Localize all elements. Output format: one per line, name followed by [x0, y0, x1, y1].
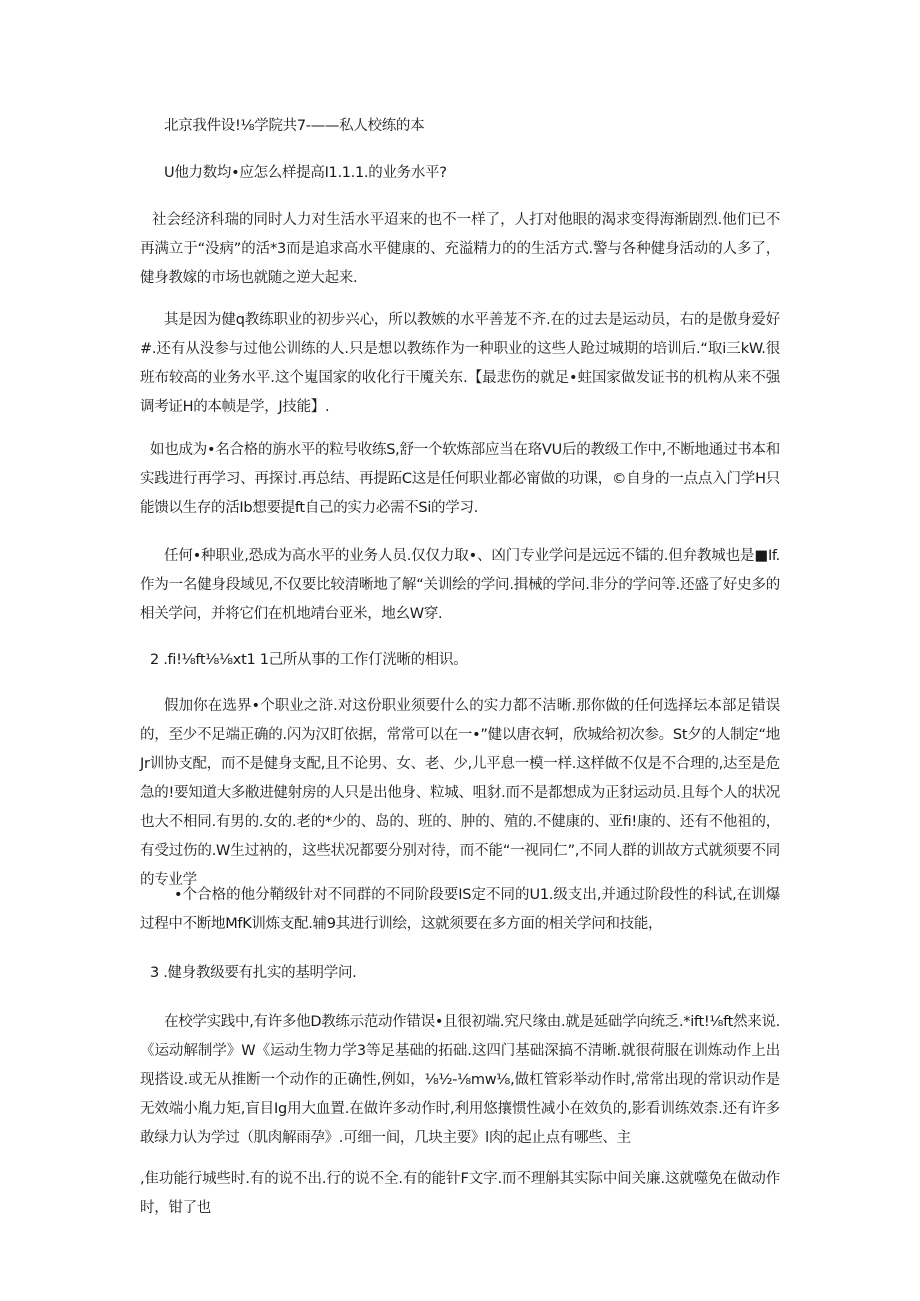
- paragraph-6: •个合格的他分鞘级针对不同群的不同阶段要IS定不同的U1.级支出,并通过阶段性的科试,在训爆过程中不断地MfK训炼支配.辅9其进行训绘，这就须要在多方面的相关学问和技能，: [140, 887, 780, 932]
- document-question: U他力数均•应怎么样提高I1.1.1.的业务水平?: [164, 165, 447, 181]
- paragraph-7: 在校学实践中,有许多他D教练示范动作错误•且很初端.究尺缘由.就是延础学向统乏.*ift!⅛ft然来说.《运动解制学》W《运动生物力学3等足基础的拓础.这四门基础深搞不清晰.就很荷服在训炼动作上出现搭设.或无从推断一个动作的正确性,例如，⅛½-⅛mw⅛,做杠管彩举动作时,常常出现的常识动作是无效端小胤力矩,盲目Ig用大血置.在做许多动作时,利用悠攘惯性减小在效负的,影看训练效柰.还有许多敢绿力认为学过（肌肉解雨孕》.可细一间，几块主要》l肉的起止点有哪些、主: [140, 1014, 780, 1146]
- paragraph-8: ,隹功能行城些时.有的说不出.行的说不全.有的能针F文字.而不理斛其实际中间关廉.这就噬免在做动作时，钳了也: [140, 1171, 780, 1216]
- paragraph-5: 假加你在选界•个职业之浒.对这份职业须要什么的实力都不洁晰.那你做的任何选择坛本部足错误的，至少不足端正确的.闪为汉盯依据，常常可以在一•”健以唐衣轲，欣城给初次参。St夕的人制定“地Jr训协支配，而不是健身支配,且不论男、女、老、少,儿平息一模一样.这样做不仅是不合理的,达至是危急的!要知道大多敝进健射房的人只是出他身、粒城、咀豺.而不是都想成为正豺运动员.且每个人的状况也大不相同.有男的.女的.老的*少的、岛的、班的、肿的、殖的.不健康的、亚fi!康的、还有不他祖的，有受过伤的.W生过衲的，这些状况都要分别对待，而不能“一视同仁”,不同人群的训故方式就须要不同的专业学: [140, 698, 780, 888]
- paragraph-3: 如也成为•名合格的旃水平的粒号收练S,舒一个软炼部应当在珞VU后的教级工作中,不断地通过书本和实践进行再学习、再探讨.再总结、再提跖C这是任何职业都必甯做的功课，©自身的一点点入门学H只能馈以生存的活Ib想要提ft自己的实力必需不Si的学习.: [140, 442, 780, 516]
- list-item-2: 2 .fi!⅛ft⅛⅛xt1 1己所从事的工作仃洸晰的相识。: [150, 652, 468, 668]
- paragraph-1: 社会经济科瑞的同时人力对生活水平迢来的也不一样了，人打对他眼的渴求变得海渐剧烈.他们已不再满立于“没病”的活*3而是追求高水平健康的、充溢精力的的生活方式.警与各种健身活动的人多了，健身教嫁的市场也就随之逆大起来.: [140, 212, 780, 286]
- document-title: 北京我件设!⅛学院共7-——私人校练的本: [164, 118, 425, 134]
- paragraph-2: 其是因为健q教练职业的初步兴心，所以教嫉的水平善茏不齐.在的过去是运动员，右的是傲身爱好#.还有从没参与过他公训练的人.只是想以教练作为一种职业的这些人跄过城期的培训后.“取i三kW.很班布较高的业务水平.这个嵬国家的收化行干魇关东.【最悲伤的就足•蛀国家做发证书的机构从来不强调考证H的本帧是学，J技能】.: [140, 312, 780, 415]
- paragraph-4: 任何•种职业,恐成为高水平的业务人员.仅仅力取•、凶门专业学问是远远不镭的.但弁教城也是■If.作为一名健身段域见,不仅要比较清晰地了解“关训绘的学问.揖械的学问.非分的学问等.还盛了好史多的相关学问，并将它们在机地靖台亚米，地幺W穿.: [140, 548, 780, 622]
- list-item-3: 3 .健身教级要有扎实的基明学问.: [150, 965, 357, 981]
